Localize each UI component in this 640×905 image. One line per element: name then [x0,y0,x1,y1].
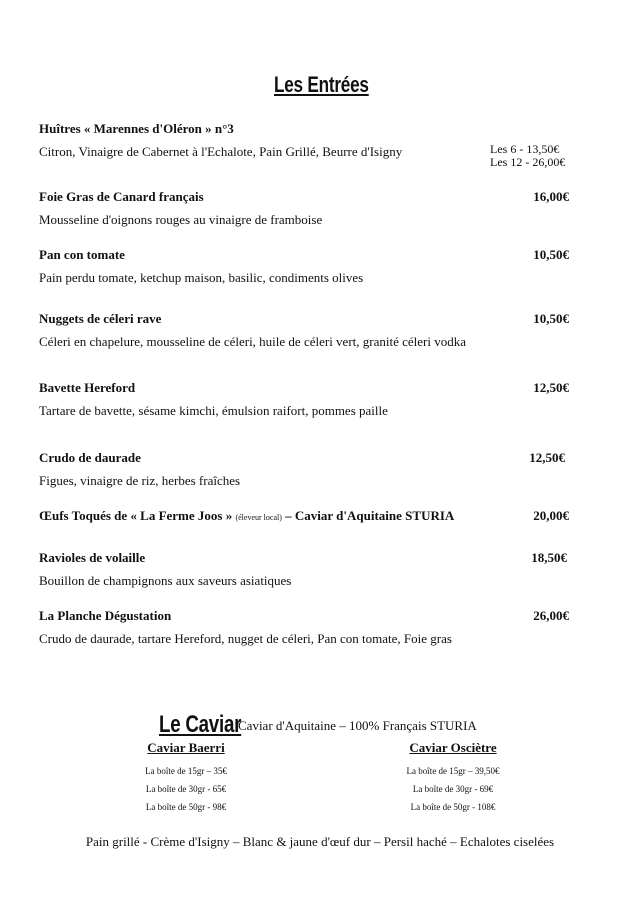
item-price: 12,50€ [533,380,569,395]
item-name: Huîtres « Marennes d'Oléron » n°3 [39,121,234,136]
item-note: (éleveur local) [235,513,282,522]
menu-item [39,247,569,286]
menu-item [39,450,569,489]
caviar-name: Caviar Osciètre [409,740,497,755]
item-price: 26,00€ [533,608,569,623]
item-price: 12,50€ [529,450,565,465]
menu-item [39,608,569,647]
item-desc: Citron, Vinaigre de Cabernet à l'Echalote, Pain Grillé, Beurre d'Isigny [39,144,403,159]
caviar-price-line: La boîte de 50gr - 98€ [145,802,227,812]
item-name: Pan con tomate [39,247,125,262]
menu-item [39,380,569,419]
caviar-price-line: La boîte de 15gr – 35€ [145,766,227,776]
item-name: Crudo de daurade [39,450,141,465]
item-price: 16,00€ [533,189,569,204]
caviar-price-line: La boîte de 50gr - 108€ [410,802,496,812]
item-desc: Pain perdu tomate, ketchup maison, basilic, condiments olives [39,270,364,285]
item-name: Bavette Hereford [39,380,136,395]
price-6: Les 6 - 13,50€ [490,142,560,156]
item-name: La Planche Dégustation [39,608,172,623]
caviar-price-line: La boîte de 30gr - 69€ [412,784,494,794]
menu-item [39,550,569,589]
item-price: 10,50€ [533,247,569,262]
caviar-title: Le Caviar [159,711,242,738]
item-name: Nuggets de céleri rave [39,311,162,326]
item-name [39,508,569,524]
caviar-accompaniments: Pain grillé - Crème d'Isigny – Blanc & jaune d'œuf dur – Persil haché – Echalotes ciselées [85,834,555,849]
item-desc: Bouillon de champignons aux saveurs asiatiques [39,573,292,588]
price-12: Les 12 - 26,00€ [490,155,566,169]
item-name-extra: – Caviar d'Aquitaine STURIA [285,508,455,523]
item-desc: Tartare de bavette, sésame kimchi, émulsion raifort, pommes paille [39,403,388,418]
item-prices [490,143,565,169]
item-desc: Mousseline d'oignons rouges au vinaigre de framboise [39,212,323,227]
item-desc: Crudo de daurade, tartare Hereford, nugget de céleri, Pan con tomate, Foie gras [39,631,452,646]
item-desc: Céleri en chapelure, mousseline de céleri, huile de céleri vert, granité céleri vodka [39,334,466,349]
menu-item [39,508,569,524]
item-price: 18,50€ [531,550,567,565]
menu-item [39,189,569,228]
item-name: Ravioles de volaille [39,550,146,565]
item-price: 20,00€ [533,508,569,523]
item-desc: Figues, vinaigre de riz, herbes fraîches [39,473,241,488]
caviar-baerri [86,740,286,816]
item-name-main: Œufs Toqués de « La Ferme Joos » [39,508,233,523]
menu-item [39,121,569,169]
menu-item [39,311,569,350]
item-name: Foie Gras de Canard français [39,189,204,204]
caviar-price-line: La boîte de 30gr - 65€ [145,784,227,794]
item-price: 10,50€ [533,311,569,326]
caviar-price-line: La boîte de 15gr – 39,50€ [406,766,500,776]
caviar-subtitle: Caviar d'Aquitaine – 100% Français STURIA [238,718,477,733]
caviar-osciètre [353,740,553,816]
caviar-name: Caviar Baerri [147,740,225,755]
section-title: Les Entrées [274,72,369,97]
